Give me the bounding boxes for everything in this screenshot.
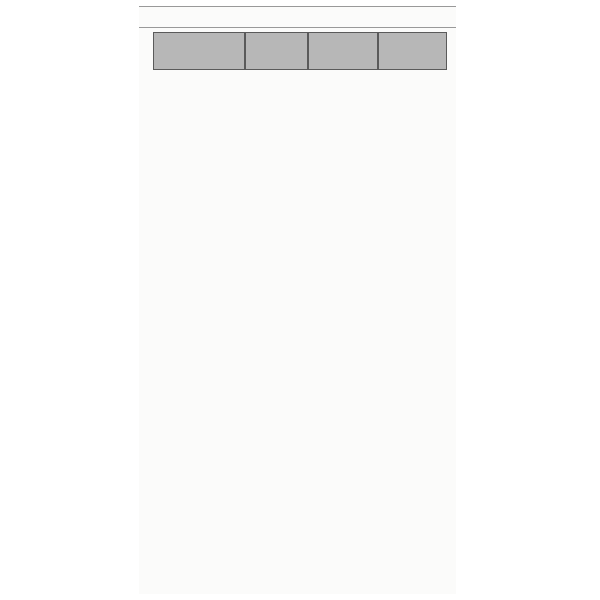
column-header-schwingungsverhaeltnis: [308, 32, 379, 70]
column-header-intervalltoene: [153, 32, 245, 70]
interval-table: [153, 32, 447, 75]
book-page: [139, 6, 456, 594]
column-header-cent: [378, 32, 447, 70]
column-header-benennung: [245, 32, 308, 70]
running-head: [139, 6, 456, 28]
table-header-row: [153, 32, 447, 70]
